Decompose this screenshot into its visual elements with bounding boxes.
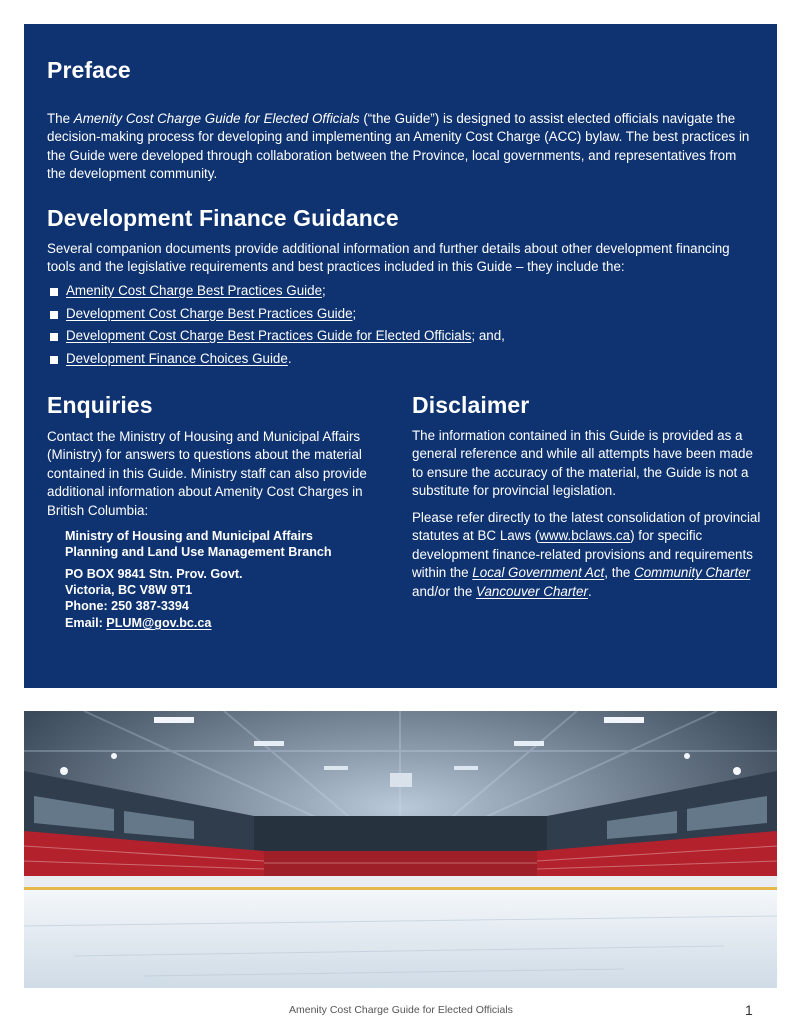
bclaws-link[interactable]: www.bclaws.ca [539, 528, 631, 544]
disclaimer-text: . [587, 583, 592, 599]
dev-finance-heading: Development Finance Guidance [47, 205, 399, 231]
acc-best-practices-link[interactable]: Amenity Cost Charge Best Practices Guide [66, 283, 323, 298]
preface-paragraph [47, 110, 757, 184]
disclaimer-text: Please refer directly to the latest consolidation of provincial statutes at BC Laws ( [412, 510, 761, 544]
contact-po-box: PO BOX 9841 Stn. Prov. Govt. [65, 567, 243, 581]
list-item [47, 303, 505, 326]
dcc-elected-officials-link[interactable]: Development Cost Charge Best Practices Guide for Elected Officials [66, 328, 472, 343]
contact-email [65, 615, 211, 631]
list-item [47, 280, 505, 303]
guide-title: Amenity Cost Charge Guide for Elected Officials [73, 111, 360, 126]
list-item [47, 348, 505, 371]
contact-ministry: Ministry of Housing and Municipal Affairs [65, 529, 313, 543]
disclaimer-paragraph-1: The information contained in this Guide is provided as a general reference and while all attempts have been made to ensure the accuracy of the material, the Guide is not a substitute for provincial legislation. [412, 428, 753, 499]
dcc-best-practices-link[interactable]: Development Cost Charge Best Practices Guide [66, 305, 353, 321]
bullet-square-icon [50, 288, 58, 296]
preface-heading: Preface [47, 57, 131, 83]
list-item [47, 325, 505, 348]
bullet-square-icon [50, 333, 58, 341]
list-item-suffix: ; [322, 283, 326, 298]
preface-text-end: (“the Guide”) is designed to assist elected officials navigate the decision-making process for developing and implementing an Amenity Cost Charge (ACC) bylaw. The best practices in the Guide were developed through collaboration between the Province, local governments, and representatives from the development community. [47, 111, 750, 182]
disclaimer-text: , the [604, 565, 635, 581]
contact-address [65, 566, 243, 614]
enquiries-heading: Enquiries [47, 392, 153, 418]
disclaimer-text: ) for specific development finance-related provisions and requirements within the [412, 528, 753, 581]
contact-organization [65, 528, 332, 560]
list-item-suffix: . [287, 350, 292, 366]
email-label: Email: [65, 616, 107, 630]
contact-branch: Planning and Land Use Management Branch [65, 545, 332, 559]
contact-city: Victoria, BC V8W 9T1 [65, 583, 193, 597]
disclaimer-paragraph-2 [412, 509, 762, 601]
list-item-suffix: ; [352, 305, 357, 321]
footer-title: Amenity Cost Charge Guide for Elected Officials [289, 1004, 513, 1016]
contact-phone: Phone: 250 387-3394 [65, 599, 189, 613]
email-link[interactable]: PLUM@gov.bc.ca [106, 616, 212, 630]
info-panel [24, 24, 777, 688]
page-number: 1 [745, 1002, 753, 1018]
vancouver-charter-link[interactable]: Vancouver Charter [476, 583, 588, 599]
dev-finance-choices-link[interactable]: Development Finance Choices Guide [66, 350, 288, 366]
bullet-square-icon [50, 311, 58, 319]
ice-arena-photo [24, 711, 777, 988]
dev-finance-intro: Several companion documents provide additional information and further details about other development financing tools and the legislative requirements and best practices included in this Guide – they include the: [47, 241, 730, 275]
bullet-square-icon [50, 356, 58, 364]
list-item-suffix: ; and, [471, 328, 505, 343]
enquiries-paragraph: Contact the Ministry of Housing and Municipal Affairs (Ministry) for answers to questions about the material contained in this Guide. Ministry staff can also provide additional information about Amenity Cost Charges in British Columbia: [47, 429, 367, 518]
community-charter-link[interactable]: Community Charter [634, 565, 751, 581]
companion-docs-list [47, 280, 505, 370]
disclaimer-heading: Disclaimer [412, 392, 530, 418]
local-government-act-link[interactable]: Local Government Act [472, 565, 605, 581]
disclaimer-text: and/or the [412, 583, 477, 599]
preface-text-start: The [47, 111, 74, 126]
